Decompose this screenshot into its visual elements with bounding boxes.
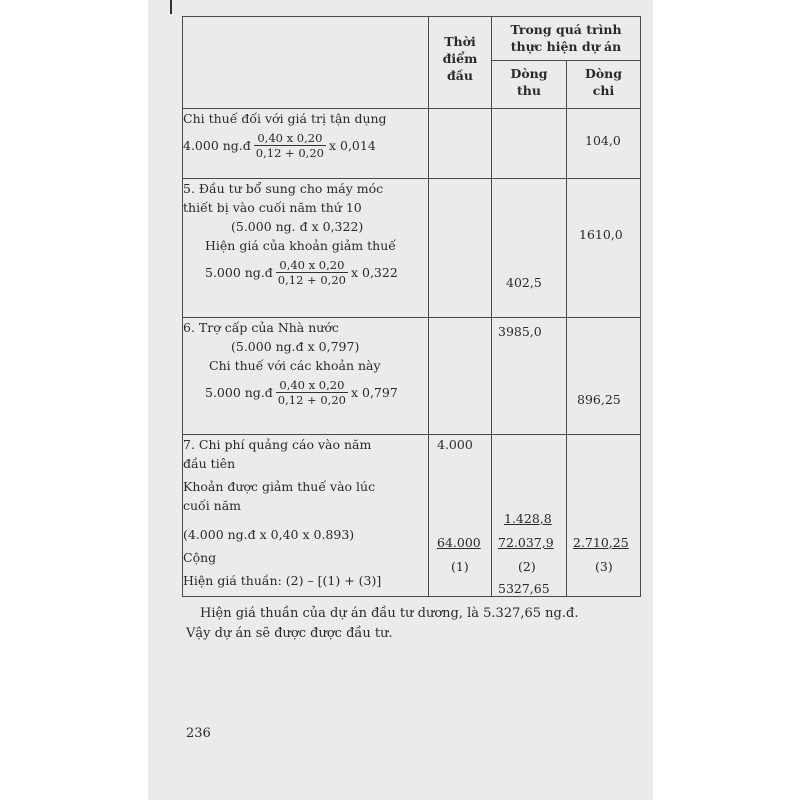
npv-value: 5327,65 <box>498 581 550 596</box>
row-6-formula <box>183 375 428 409</box>
row-5-formula <box>183 255 428 289</box>
row-additional-investment-desc <box>183 179 429 318</box>
page-edge-mark <box>170 0 172 14</box>
header-empty-cell <box>183 17 429 109</box>
fraction-numerator: 0,40 x 0,20 <box>254 131 326 146</box>
row-5-initial <box>429 179 492 318</box>
row-5-in <box>492 179 567 318</box>
row-7-initial <box>429 435 492 597</box>
fraction-denominator: 0,12 + 0,20 <box>277 272 346 287</box>
total-outflow: 2.710,25 <box>573 535 629 550</box>
row-state-subsidy-desc <box>183 318 429 435</box>
row-5-line3: (5.000 ng. đ x 0,322) <box>231 219 364 234</box>
formula-fraction <box>276 378 348 407</box>
row-6-in <box>492 318 567 435</box>
total-inflow: 72.037,9 <box>498 535 554 550</box>
conclusion-line-2: Vậy dự án sẽ được được đầu tư. <box>186 626 393 641</box>
page-number: 236 <box>186 726 211 741</box>
row-5-line4: Hiện giá của khoản giảm thuế <box>205 238 396 253</box>
row-6-line2: (5.000 ng.đ x 0,797) <box>231 339 360 354</box>
row-7-line3: Khoản được giảm thuế vào lúc <box>183 479 376 494</box>
row-7-total-label: Cộng <box>183 550 217 565</box>
row-7-line4: cuối năm <box>183 498 242 513</box>
value-inflow-credit: 1.428,8 <box>504 511 552 526</box>
fraction-numerator: 0,40 x 0,20 <box>276 258 348 273</box>
fraction-denominator: 0,12 + 0,20 <box>255 145 324 160</box>
row-7-out <box>567 435 641 597</box>
header-initial: Thời điểm đầu <box>429 17 492 109</box>
row-advertising-desc <box>183 435 429 597</box>
row-5-line2: thiết bị vào cuối năm thứ 10 <box>183 200 362 215</box>
row-7-line1: 7. Chi phí quảng cáo vào năm <box>183 437 372 452</box>
total-initial: 64.000 <box>437 535 481 550</box>
header-during-project: Trong quá trình thực hiện dự án <box>492 17 641 61</box>
label-3: (3) <box>595 559 613 574</box>
row-salvage-tax-in <box>492 109 567 179</box>
formula-prefix: 4.000 ng.đ <box>183 137 251 153</box>
header-inflow: Dòng thu <box>492 61 567 109</box>
value-inflow: 3985,0 <box>498 324 542 339</box>
value-initial: 4.000 <box>437 437 473 452</box>
row-7-in <box>492 435 567 597</box>
header-outflow: Dòng chi <box>567 61 641 109</box>
row-6-initial <box>429 318 492 435</box>
conclusion-line-1: Hiện giá thuần của dự án đầu tư dương, là 5.327,65 ng.đ. <box>200 606 579 621</box>
row-5-out <box>567 179 641 318</box>
formula-fraction <box>254 131 326 160</box>
label-2: (2) <box>518 559 536 574</box>
cash-flow-table <box>182 16 641 597</box>
row-salvage-tax-title: Chi thuế đối với giá trị tận dụng <box>183 111 387 126</box>
formula-prefix: 5.000 ng.đ <box>205 264 273 280</box>
value-outflow: 104,0 <box>585 133 621 148</box>
formula-suffix: x 0,014 <box>328 137 376 153</box>
fraction-numerator: 0,40 x 0,20 <box>276 378 348 393</box>
row-7-npv-label: Hiện giá thuần: (2) – [(1) + (3)] <box>183 573 382 588</box>
formula-suffix: x 0,797 <box>350 384 398 400</box>
formula-suffix: x 0,322 <box>350 264 398 280</box>
formula-prefix: 5.000 ng.đ <box>205 384 273 400</box>
row-salvage-tax-desc <box>183 109 429 179</box>
row-6-line1: 6. Trợ cấp của Nhà nước <box>183 320 339 335</box>
label-1: (1) <box>451 559 469 574</box>
row-7-line2: đầu tiên <box>183 456 236 471</box>
row-5-line1: 5. Đầu tư bổ sung cho máy móc <box>183 181 384 196</box>
value-outflow: 1610,0 <box>579 227 623 242</box>
row-6-out <box>567 318 641 435</box>
formula-fraction <box>276 258 348 287</box>
fraction-denominator: 0,12 + 0,20 <box>277 392 346 407</box>
value-outflow: 896,25 <box>577 392 621 407</box>
row-6-line3: Chi thuế với các khoản này <box>209 358 381 373</box>
row-salvage-tax-initial <box>429 109 492 179</box>
row-salvage-tax-out <box>567 109 641 179</box>
row-7-line5: (4.000 ng.đ x 0,40 x 0.893) <box>183 527 355 542</box>
value-inflow: 402,5 <box>506 275 542 290</box>
row-salvage-tax-formula <box>183 128 428 162</box>
